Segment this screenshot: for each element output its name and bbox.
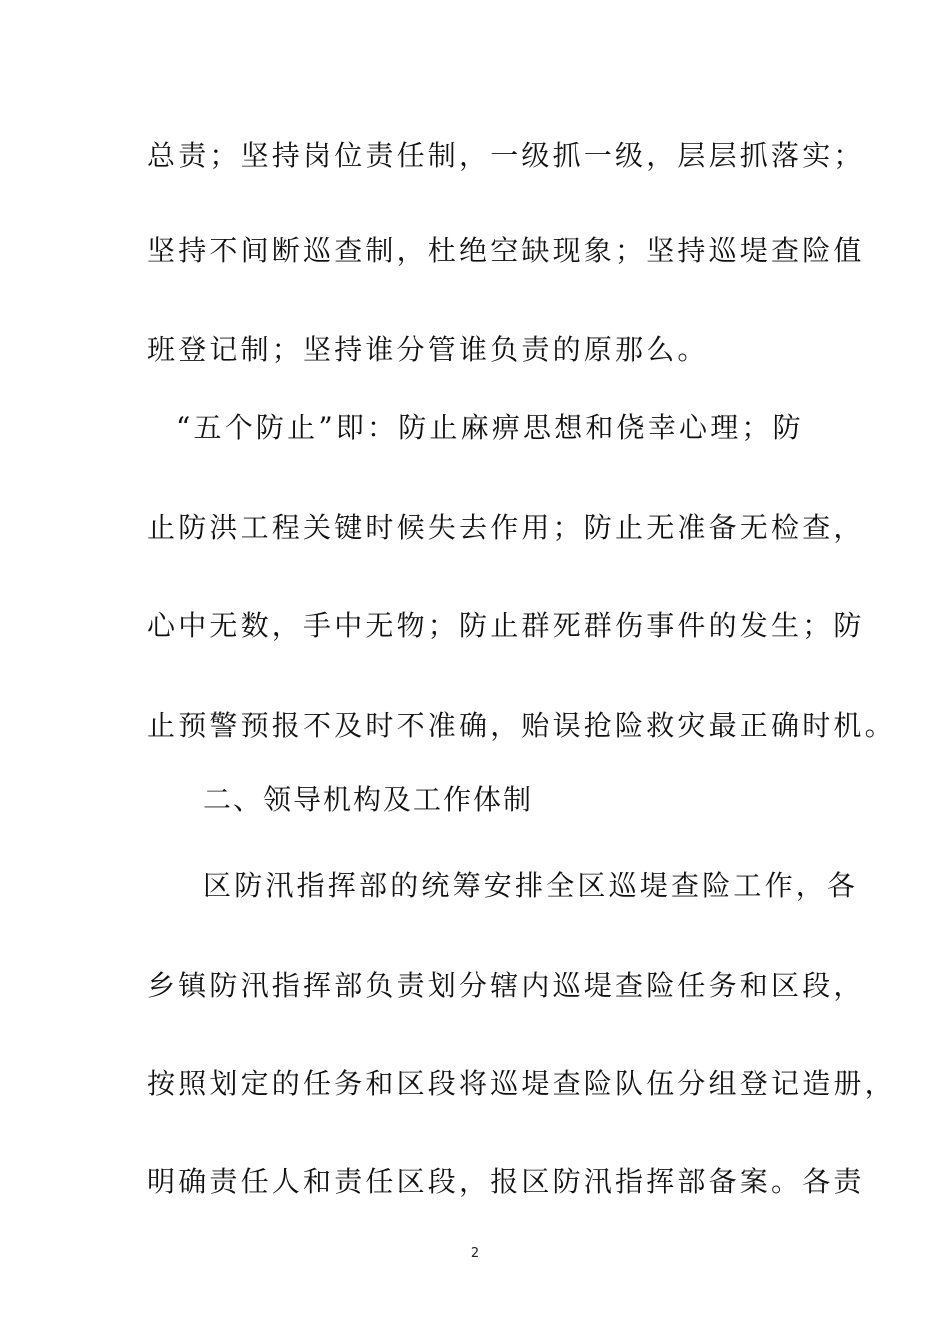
paragraph-first-line: 区防汛指挥部的统筹安排全区巡堤查险工作，各 xyxy=(203,869,859,902)
body-text-line: 班登记制；坚持谁分管谁负责的原那么。 xyxy=(147,333,709,366)
paragraph-first-line: “五个防止”即：防止麻痹思想和侥幸心理；防 xyxy=(176,411,804,444)
section-heading: 二、领导机构及工作体制 xyxy=(203,783,534,816)
body-text-line: 止防洪工程关键时候失去作用；防止无准备无检查， xyxy=(147,511,865,544)
body-text-line: 坚持不间断巡查制，杜绝空缺现象；坚持巡堤查险值 xyxy=(147,234,865,267)
body-text-line: 乡镇防汛指挥部负责划分辖内巡堤查险任务和区段， xyxy=(147,969,865,1002)
body-text-line: 止预警预报不及时不准确，贻误抢险救灾最正确时机。 xyxy=(147,709,896,742)
body-text-line: 明确责任人和责任区段，报区防汛指挥部备案。各责 xyxy=(147,1165,865,1198)
page-number: 2 xyxy=(470,1246,480,1261)
body-text-line: 心中无数，手中无物；防止群死群伤事件的发生；防 xyxy=(147,609,865,642)
body-text-line: 按照划定的任务和区段将巡堤查险队伍分组登记造册， xyxy=(147,1067,896,1100)
body-text-line: 总责；坚持岗位责任制，一级抓一级，层层抓落实； xyxy=(147,139,865,172)
